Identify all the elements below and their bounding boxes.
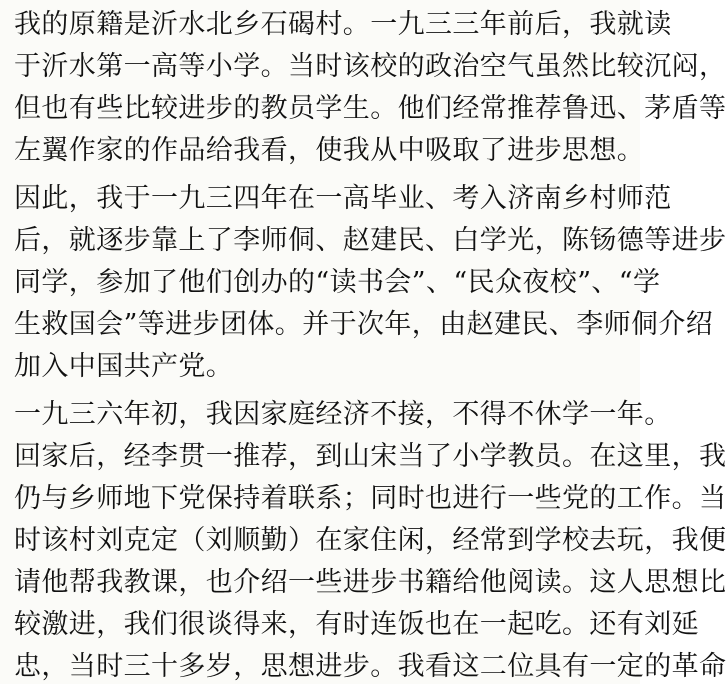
paragraph-1 xyxy=(14,4,726,172)
text-line: 较激进，我们很谈得来，有时连饭也在一起吃。还有刘延 xyxy=(14,609,699,640)
text-line: 加入中国共产党。 xyxy=(14,351,234,382)
paragraph-3 xyxy=(14,394,726,688)
text-line: 于沂水第一高等小学。当时该校的政治空气虽然比较沉闷， xyxy=(14,51,726,82)
text-line: 请他帮我教课，也介绍一些进步书籍给他阅读。这人思想比 xyxy=(14,567,726,598)
text-line: 我的原籍是沂水北乡石碣村。一九三三年前后，我就读 xyxy=(14,9,672,40)
text-line: 回家后，经李贯一推荐，到山宋当了小学教员。在这里，我 xyxy=(14,441,726,472)
text-line: 同学，参加了他们创办的“读书会”、“民众夜校”、“学 xyxy=(14,267,661,298)
paragraph-2 xyxy=(14,178,726,388)
text-line: 生救国会”等进步团体。并于次年，由赵建民、李师侗介绍 xyxy=(14,309,714,340)
text-line: 时该村刘克定（刘顺勤）在家住闲，经常到学校去玩，我便 xyxy=(14,525,726,556)
text-line: 忠，当时三十多岁，思想进步。我看这二位具有一定的革命 xyxy=(14,651,726,682)
text-line: 一九三六年初，我因家庭经济不接，不得不休学一年。 xyxy=(14,399,672,430)
text-line: 因此，我于一九三四年在一高毕业、考入济南乡村师范 xyxy=(14,183,672,214)
text-line: 左翼作家的作品给我看，使我从中吸取了进步思想。 xyxy=(14,135,645,166)
body-text xyxy=(14,4,726,694)
text-line: 后，就逐步靠上了李师侗、赵建民、白学光，陈钖德等进步 xyxy=(14,225,726,256)
text-line: 但也有些比较进步的教员学生。他们经常推荐鲁迅、茅盾等 xyxy=(14,93,726,124)
text-line: 仍与乡师地下党保持着联系；同时也进行一些党的工作。当 xyxy=(14,483,726,514)
